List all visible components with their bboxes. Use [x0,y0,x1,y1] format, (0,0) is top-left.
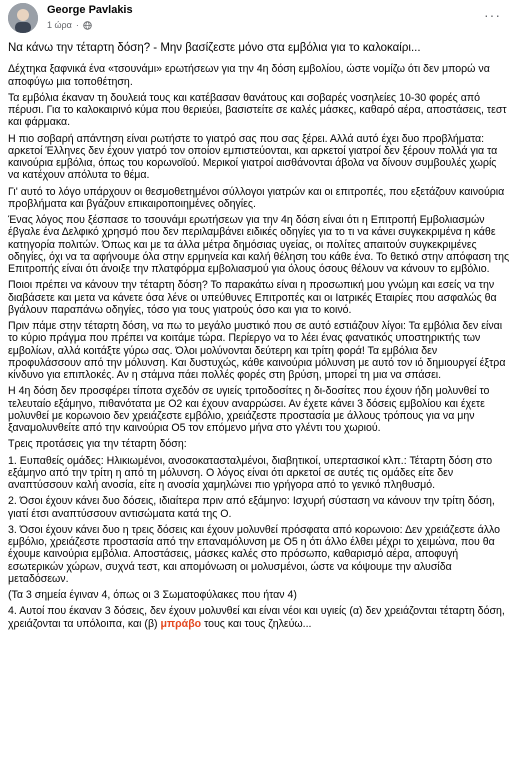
paragraph-2: Τα εμβόλια έκαναν τη δουλειά τους και κατέβασαν θανάτους και σοβαρές νοσηλείες 10-30 φορές από πέρυσι. Για το καλοκαιρινό κύμα που θεριεύει, βασιστείτε σε καλές μάσκες, καθαρό αέρα, αποστάσεις, τεστ και φάρμακα. [8,91,507,129]
post-meta [47,20,92,30]
post-body [8,42,510,634]
author-name[interactable]: George Pavlakis [47,4,133,16]
post-time[interactable]: 1 ώρα [47,20,72,30]
paragraph-10: 1. Ευπαθείς ομάδες: Ηλικιωμένοι, ανοσοκατασταλμένοι, διαβητικοί, υπερτασικοί κλπ.: Τέταρτη δόση στο εξάμηνο από την τρίτη η από τη μόλυνση. Ο λόγος είναι ότι αρκετοί σε αυτές τις ομάδες είτε δεν αναπτύσσουν καλή ανοσία, είτε η ανοσία χαμηλώνει πιο γρήγορα από το γενικό πληθυσμό. [8,454,493,491]
paragraph-9: Τρεις προτάσεις για την τέταρτη δόση: [8,438,187,451]
avatar[interactable] [8,3,38,33]
separator-dot: · [75,20,79,30]
paragraph-3: Η πιο σοβαρή απάντηση είναι ρωτήστε το γιατρό σας που σας ξέρει. Αλλά αυτό έχει δυο προβλήματα: αρκετοί Έλληνες δεν έχουν γιατρό τον οποίον εμπιστεύονται, και αρκετοί γιατροί δεν ξέρουν πολλά για τα καινούρια εμβόλια, όπως του κορωνοϊού. Μερικοί γιατροί αισθάνονται άβολα να δίνουν συμβουλές χωρίς να κατέχουν απόλυτα το θέμα. [8,132,498,182]
post-header [0,0,515,36]
paragraph-11: 2. Όσοι έχουν κάνει δυο δόσεις, ιδιαίτερα πριν από εξάμηνο: Ισχυρή σύσταση να κάνουν την τρίτη δόση, γιατί έτσι αναπτύσσουν αντισώματα κατά της Ο. [8,495,495,520]
paragraph-6: Ποιοι πρέπει να κάνουν την τέταρτη δόση? Το παρακάτω είναι η προσωπική μου γνώμη και εσείς να την διαβάσετε και μετα να κάνετε όσα λένε οι υπεύθυνες Επιτροπές και οι Ιατρικές Εταιρίες που ασφαλώς θα βγάλουν παραπάνω οδηγίες, τόσο για τους γιατρούς όσο και για το κοινό. [8,279,497,316]
paragraph-14-end: τους και τους ζηλεύω... [201,617,312,630]
paragraph-14-start: 4. Αυτοί που έκαναν 3 δόσεις, δεν έχουν μολυνθεί και είναι νέοι και υγιείς (α) δεν χρειάζονται τέταρτη δόση, χρειάζονται τα υπόλοιπα, και (β) [8,605,505,630]
post-title: Να κάνω την τέταρτη δόση? - Μην βασίζεστε μόνο στα εμβόλια για το καλοκαίρι... [8,42,421,54]
paragraph-14 [8,605,510,630]
globe-icon [83,21,92,30]
paragraph-12: 3. Όσοι έχουν κάνει δυο η τρεις δόσεις και έχουν μολυνθεί πρόσφατα από κορωνοιο: Δεν χρειάζεστε άλλο εμβόλιο, χρειάζεστε προστασία από την επαναμόλυνση με Ο5 η ότι άλλο έλθει μέχρι το χειμώνα, που θα έχουμε καινούρια εμβόλια. Αποστάσεις, μάσκες καλές στο πρόσωπο, καθαρισμό αέρα, αποφυγή εσωτερικών χώρων, συχνά τεστ, και απομόνωση οι μολυσμένοι, ώστε να κόψουμε την αλυσίδα μεταδόσεων. [8,523,501,585]
paragraph-7: Πριν πάμε στην τέταρτη δόση, να πω το μεγάλο μυστικό που σε αυτό εστιάζουν λίγοι: Τα εμβόλια δεν είναι το κύριο πράγμα που πρέπει να κοιτάμε τώρα. Περίεργο να το λέει ένας φανατικός υποστηρικτής των εμβολίων, αλλά κοιτάξτε γύρω σας. Όλοι μολύνονται δεύτερη και τρίτη φορά! Τα εμβόλια δεν προφυλάσσουν από την μόλυνση. Και δυστυχώς, κάθε καινούρια μόλυνση με αυτό τον ιό δημιουργεί έξτρα κίνδυνο για επιπλοκές. Αν η στάμνα πάει πολλές φορές στη βρύση, μπορεί τη μια να σπάσει. [8,320,506,381]
more-icon[interactable]: ··· [484,7,501,23]
paragraph-5: Ένας λόγος που ξέσπασε το τσουνάμι ερωτήσεων για την 4η δόση είναι ότι η Επιτροπή Εμβολιασμών έβγαλε ένα Δελφικό χρησμό που δεν περιλαμβάνει ειδικές οδηγίες για το τι να κάνει συγκεκριμένα η κάθε κατηγορία πολιτών. Όπως και με τα άλλα μέτρα δημόσιας υγείας, οι πολίτες απαιτούν συγκεκριμένες οδηγίες, όχι να τα αφήνουμε όλα στην ερμηνεία και καλή θέληση του κάθε ένα. Το θετικό στην απόφαση της Επιτροπής είναι ότι άνοιξε την πλατφόρμα εμβολιασμού για όλους όσους θέλουν να κάνουν το εμβόλιο. [8,214,510,275]
paragraph-1: Δέχτηκα ξαφνικά ένα «τσουνάμι» ερωτήσεων για την 4η δόση εμβολίου, ώστε νομίζω ότι δεν μπορώ να αποφύγω μια τοποθέτηση. [8,63,490,88]
bravo-highlight: μπράβο [160,617,202,630]
paragraph-8: Η 4η δόση δεν προσφέρει τίποτα σχεδόν σε υγιείς τριτοδοσίτες η δι-δοσίτες που έχουν ήδη μολυνθεί το τελευταίο εξάμηνο, πιθανότατα με Ο2 και έχουν αναρρώσει. Αν έχετε κάνει 3 δόσεις εμβολίου και έχετε μολυνθεί με κορωνοιο δεν χρειάζεστε εμβόλιο, χρειάζεστε προστασία με άλλους τρόπους για να μην ξαναμολυνθείτε από την καινούρια Ο5 τον επόμενο μήνα στο γλέντι του χωριού. [8,385,490,434]
paragraph-4: Γι' αυτό το λόγο υπάρχουν οι θεσμοθετημένοι σύλλογοι γιατρών και οι επιτροπές, που εξετάζουν καινούρια προβλήματα και βγάζουν επικαιροποιημένες οδηγίες. [8,185,505,210]
paragraph-13: (Τα 3 σημεία έγιναν 4, όπως οι 3 Σωματοφύλακες που ήταν 4) [8,589,297,601]
